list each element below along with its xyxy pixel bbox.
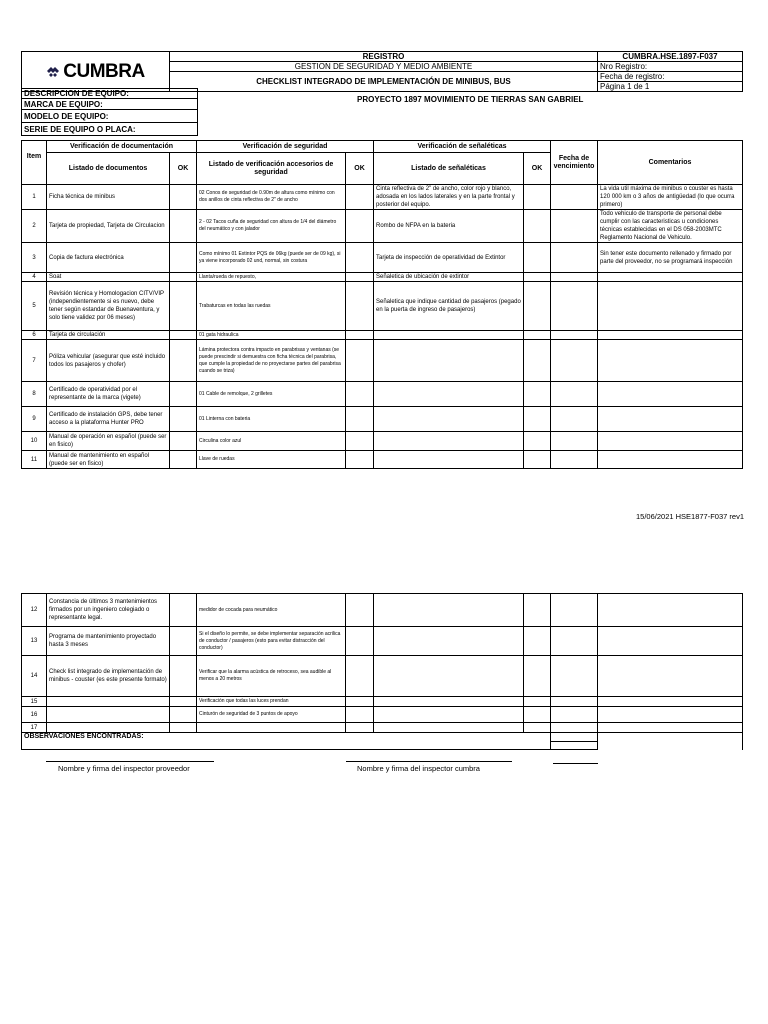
table-row xyxy=(22,627,743,656)
signage-item[interactable] xyxy=(374,697,524,707)
serie-label: SERIE DE EQUIPO O PLACA: xyxy=(22,123,198,136)
ok-senaleticas-cell[interactable] xyxy=(524,697,551,707)
ok-senaleticas-cell[interactable] xyxy=(524,656,551,697)
table-row xyxy=(22,594,743,627)
checklist-table-continued xyxy=(21,593,743,750)
signature-line-cumbra xyxy=(346,761,512,762)
document-item: Copia de factura electrónica xyxy=(47,243,170,273)
fecha-vencimiento-cell[interactable] xyxy=(551,432,598,451)
signage-item: Rombo de NFPA en la bateria xyxy=(374,210,524,243)
accessory-item: Verificar que la alarma acústica de retroceso, sea audible al menos a 20 metros xyxy=(197,656,346,697)
comment-cell[interactable] xyxy=(598,627,743,656)
ok-docs-cell[interactable] xyxy=(170,382,197,407)
fecha-vencimiento-cell[interactable] xyxy=(551,243,598,273)
document-item: Programa de mantenimiento proyectado hasta 3 meses xyxy=(47,627,170,656)
ok-accesorios-cell[interactable] xyxy=(346,273,374,282)
signage-item xyxy=(374,382,524,407)
ok-docs-cell[interactable] xyxy=(170,407,197,432)
document-item: Manual de operación en español (puede ser en fisico) xyxy=(47,432,170,451)
document-item: Certificado de instalación GPS, debe tener acceso a la plataforma Hunter PRO xyxy=(47,407,170,432)
signage-item: Tarjeta de inspección de operatividad de Extintor xyxy=(374,243,524,273)
logo xyxy=(22,52,170,92)
item-number: 14 xyxy=(22,656,47,697)
signature-line-proveedor xyxy=(46,761,214,762)
signage-item[interactable] xyxy=(374,707,524,723)
ok-docs-cell[interactable] xyxy=(170,273,197,282)
ok-accesorios-cell[interactable] xyxy=(346,594,374,627)
comment-cell[interactable] xyxy=(598,707,743,723)
accessory-item: Llanta/rueda de repuesto, xyxy=(197,273,346,282)
comment-cell[interactable] xyxy=(598,723,743,733)
accessory-item: 02 Conos de seguridad de 0.90m de altura como mínimo con dos anillos de cinta reflectiva de 2" de ancho xyxy=(197,185,346,210)
table-row xyxy=(22,210,743,243)
table-row xyxy=(22,282,743,331)
ok-senaleticas-cell[interactable] xyxy=(524,282,551,331)
fecha-vencimiento-cell[interactable] xyxy=(551,451,598,469)
item-number: 2 xyxy=(22,210,47,243)
col-listado-accesorios: Listado de verificación accesorios de seguridad xyxy=(197,153,346,185)
item-number: 9 xyxy=(22,407,47,432)
ok-docs-cell[interactable] xyxy=(170,627,197,656)
ok-docs-cell[interactable] xyxy=(170,432,197,451)
item-number: 4 xyxy=(22,273,47,282)
col-ok-accesorios: OK xyxy=(346,153,374,185)
accessory-item: medidor de cocada para neumático xyxy=(197,594,346,627)
col-listado-senaleticas: Listado de señaléticas xyxy=(374,153,524,185)
document-item: Tarjeta de circulación xyxy=(47,331,170,340)
ok-docs-cell[interactable] xyxy=(170,210,197,243)
signature-proveedor: Nombre y firma del inspector proveedor xyxy=(58,764,190,773)
ok-accesorios-cell[interactable] xyxy=(346,382,374,407)
modelo-label: MODELO DE EQUIPO: xyxy=(22,110,198,123)
group-seguridad: Verificación de seguridad xyxy=(197,141,374,153)
fecha-vencimiento-cell[interactable] xyxy=(551,282,598,331)
marca-label: MARCA DE EQUIPO: xyxy=(22,99,198,110)
fecha-vencimiento-cell[interactable] xyxy=(551,185,598,210)
document-item: Constancia de últimos 3 mantenimientos firmados por un ingeniero colegiado o representante legal. xyxy=(47,594,170,627)
table-row xyxy=(22,707,743,723)
comment-cell xyxy=(598,407,743,432)
ok-accesorios-cell[interactable] xyxy=(346,656,374,697)
ok-accesorios-cell[interactable] xyxy=(346,723,374,733)
accessory-item: Cinturón de seguridad de 3 puntos de apoyo xyxy=(197,707,346,723)
ok-senaleticas-cell[interactable] xyxy=(524,723,551,733)
table-row xyxy=(22,697,743,707)
ok-accesorios-cell[interactable] xyxy=(346,331,374,340)
col-ok-docs: OK xyxy=(170,153,197,185)
document-item: Check list integrado de implementación de minibus - couster (es este presente formato) xyxy=(47,656,170,697)
ok-docs-cell[interactable] xyxy=(170,331,197,340)
ok-senaleticas-cell[interactable] xyxy=(524,210,551,243)
fecha-vencimiento-cell[interactable] xyxy=(551,382,598,407)
comment-cell[interactable] xyxy=(598,656,743,697)
fecha-vencimiento-cell[interactable] xyxy=(551,331,598,340)
observaciones-label: OBSERVACIONES ENCONTRADAS: xyxy=(22,733,551,742)
item-number: 11 xyxy=(22,451,47,469)
registro-label: REGISTRO xyxy=(170,52,598,62)
signage-item: Señaletica que indique cantidad de pasajeros (pegado en la puerta de ingreso de pasajeros) xyxy=(374,282,524,331)
pagina: Página 1 de 1 xyxy=(598,82,743,92)
accessory-item: Circulina color azul xyxy=(197,432,346,451)
table-row xyxy=(22,331,743,340)
ok-accesorios-cell[interactable] xyxy=(346,340,374,382)
ok-senaleticas-cell[interactable] xyxy=(524,594,551,627)
ok-senaleticas-cell[interactable] xyxy=(524,707,551,723)
accessory-item: 2 - 02 Tacos cuña de seguridad con altura de 1/4 del diámetro del neumático y con jalador xyxy=(197,210,346,243)
cumbra-logo-icon xyxy=(46,65,60,79)
comment-cell: Sin tener este documento rellenado y firmado por parte del proveedor, no se programará inspección xyxy=(598,243,743,273)
signature-line-extra xyxy=(553,763,598,764)
ok-senaleticas-cell[interactable] xyxy=(524,340,551,382)
accessory-item: Como mínimo 01 Extintor PQS de 06kg (puede ser de 09 kg), si ya viene incorporado 02 und, normal, sin costura xyxy=(197,243,346,273)
ok-docs-cell[interactable] xyxy=(170,243,197,273)
item-number: 17 xyxy=(22,723,47,733)
accessory-item: 01 gata hidraulica xyxy=(197,331,346,340)
document-item xyxy=(47,707,170,723)
signage-item xyxy=(374,331,524,340)
comment-cell xyxy=(598,273,743,282)
document-item: Póliza vehicular (asegurar que esté incluido todos los pasajeros y chofer) xyxy=(47,340,170,382)
fecha-vencimiento-cell[interactable] xyxy=(551,340,598,382)
signage-item[interactable] xyxy=(374,723,524,733)
ok-senaleticas-cell[interactable] xyxy=(524,331,551,340)
item-number: 3 xyxy=(22,243,47,273)
table-row xyxy=(22,451,743,469)
table-row xyxy=(22,340,743,382)
ok-senaleticas-cell[interactable] xyxy=(524,451,551,469)
ok-senaleticas-cell[interactable] xyxy=(524,382,551,407)
fecha-vencimiento-cell[interactable] xyxy=(551,723,598,733)
ok-senaleticas-cell[interactable] xyxy=(524,273,551,282)
ok-accesorios-cell[interactable] xyxy=(346,451,374,469)
ok-docs-cell[interactable] xyxy=(170,185,197,210)
signage-item xyxy=(374,407,524,432)
comment-cell: La vida util máxima de minibus o couster es hasta 120 000 km o 3 años de antigüedad (lo que ocurra primero) xyxy=(598,185,743,210)
project-name: PROYECTO 1897 MOVIMIENTO DE TIERRAS SAN GABRIEL xyxy=(357,94,584,104)
document-item: Tarjeta de propiedad, Tarjeta de Circulacion xyxy=(47,210,170,243)
signature-cumbra: Nombre y firma del inspector cumbra xyxy=(357,764,480,773)
ok-senaleticas-cell[interactable] xyxy=(524,185,551,210)
fecha-vencimiento-cell[interactable] xyxy=(551,627,598,656)
col-listado-documentos: Listado de documentos xyxy=(47,153,170,185)
col-item: Item xyxy=(22,153,47,185)
ok-docs-cell[interactable] xyxy=(170,697,197,707)
footer-code: 15/06/2021 HSE1877-F037 rev1 xyxy=(636,512,744,521)
item-number: 5 xyxy=(22,282,47,331)
fecha-vencimiento-cell[interactable] xyxy=(551,697,598,707)
ok-accesorios-cell[interactable] xyxy=(346,243,374,273)
ok-accesorios-cell[interactable] xyxy=(346,185,374,210)
item-number: 1 xyxy=(22,185,47,210)
item-number: 16 xyxy=(22,707,47,723)
form-header xyxy=(21,51,743,92)
col-ok-senaleticas: OK xyxy=(524,153,551,185)
table-row xyxy=(22,185,743,210)
comment-cell xyxy=(598,331,743,340)
comment-cell[interactable] xyxy=(598,594,743,627)
accessory-item: Trabaturcas en todas las ruedas xyxy=(197,282,346,331)
fecha-vencimiento-cell[interactable] xyxy=(551,707,598,723)
item-number: 15 xyxy=(22,697,47,707)
signage-item[interactable] xyxy=(374,656,524,697)
ok-accesorios-cell[interactable] xyxy=(346,627,374,656)
fecha-vencimiento-cell[interactable] xyxy=(551,656,598,697)
item-number: 10 xyxy=(22,432,47,451)
comment-cell[interactable] xyxy=(598,697,743,707)
ok-docs-cell[interactable] xyxy=(170,656,197,697)
document-item: Soat xyxy=(47,273,170,282)
signage-item: Cinta reflectiva de 2" de ancho, color rojo y blanco, adosada en los lados laterales y en la parte frontal y posterior del equipo. xyxy=(374,185,524,210)
item-number: 8 xyxy=(22,382,47,407)
ok-accesorios-cell[interactable] xyxy=(346,707,374,723)
ok-accesorios-cell[interactable] xyxy=(346,697,374,707)
fecha-registro: Fecha de registro: xyxy=(598,72,743,82)
table-row xyxy=(22,407,743,432)
comment-cell xyxy=(598,282,743,331)
ok-docs-cell[interactable] xyxy=(170,707,197,723)
fecha-vencimiento-cell[interactable] xyxy=(551,407,598,432)
signage-item: Señaletica de ubicación de extintor xyxy=(374,273,524,282)
table-row xyxy=(22,382,743,407)
accessory-item: Verificación que todas las luces prendan xyxy=(197,697,346,707)
signage-item xyxy=(374,340,524,382)
comment-cell xyxy=(598,382,743,407)
ok-senaleticas-cell[interactable] xyxy=(524,407,551,432)
item-number: 7 xyxy=(22,340,47,382)
item-number: 6 xyxy=(22,331,47,340)
ok-docs-cell[interactable] xyxy=(170,594,197,627)
table-row xyxy=(22,723,743,733)
item-number: 13 xyxy=(22,627,47,656)
accessory-item: 01 Linterna con bateria xyxy=(197,407,346,432)
accessory-item xyxy=(197,723,346,733)
accessory-item: Si el diseño lo permite, se debe implementar separación acrilica de conductor / pasajeros (esto para evitar distracción del conductor) xyxy=(197,627,346,656)
comment-cell: Todo vehiculo de transporte de personal debe cumplir con las caracteristicas u condiciones técnicas establecidas en el DS 058-2003MTC Reglamento Nacional de Vehiculo. xyxy=(598,210,743,243)
document-item xyxy=(47,723,170,733)
company-name: CUMBRA xyxy=(63,60,145,82)
fecha-vencimiento-cell[interactable] xyxy=(551,210,598,243)
ok-accesorios-cell[interactable] xyxy=(346,432,374,451)
item-number: 12 xyxy=(22,594,47,627)
equipment-block xyxy=(21,88,743,136)
signage-item xyxy=(374,451,524,469)
ok-docs-cell[interactable] xyxy=(170,340,197,382)
fecha-vencimiento-cell[interactable] xyxy=(551,594,598,627)
descripcion-label: DESCRIPCION DE EQUIPO: xyxy=(22,89,198,99)
document-item xyxy=(47,697,170,707)
form-code: CUMBRA.HSE.1897-F037 xyxy=(598,52,743,62)
group-documentacion: Verificación de documentación xyxy=(47,141,197,153)
fecha-vencimiento-cell[interactable] xyxy=(551,273,598,282)
ok-accesorios-cell[interactable] xyxy=(346,407,374,432)
table-row xyxy=(22,273,743,282)
ok-senaleticas-cell[interactable] xyxy=(524,627,551,656)
table-row xyxy=(22,243,743,273)
document-item: Revisión técnica y Homologacion CITV/VIP (independientemente si es nuevo, debe tener según estandar de Buenaventura, y solo tiene validez por 06 meses) xyxy=(47,282,170,331)
comment-cell xyxy=(598,451,743,469)
accessory-item: Lámina protectora contra impacto en parabrisas y ventanas (se puede prescindir si demuestra con ficha técnica del parabrisa, que cumple la propiedad de no proyectarse partes del parabrisa cuando se triza) xyxy=(197,340,346,382)
accessory-item: 01 Cable de remolque, 2 grilletes xyxy=(197,382,346,407)
nro-registro: Nro Registro: xyxy=(598,62,743,72)
ok-accesorios-cell[interactable] xyxy=(346,210,374,243)
col-fecha-vencimiento: Fecha de vencimiento xyxy=(551,141,598,185)
group-senaleticas: Verificación de señaléticas xyxy=(374,141,551,153)
area-label: GESTION DE SEGURIDAD Y MEDIO AMBIENTE xyxy=(170,62,598,72)
form-title: CHECKLIST INTEGRADO DE IMPLEMENTACIÓN DE MINIBUS, BUS xyxy=(170,72,598,92)
table-row xyxy=(22,432,743,451)
signage-item[interactable] xyxy=(374,594,524,627)
signage-item xyxy=(374,432,524,451)
ok-senaleticas-cell[interactable] xyxy=(524,432,551,451)
table-row xyxy=(22,656,743,697)
document-item: Ficha técnica de minibus xyxy=(47,185,170,210)
signage-item[interactable] xyxy=(374,627,524,656)
ok-docs-cell[interactable] xyxy=(170,282,197,331)
ok-docs-cell[interactable] xyxy=(170,723,197,733)
col-comentarios: Comentarios xyxy=(598,141,743,185)
ok-docs-cell[interactable] xyxy=(170,451,197,469)
ok-senaleticas-cell[interactable] xyxy=(524,243,551,273)
ok-accesorios-cell[interactable] xyxy=(346,282,374,331)
document-item: Manual de mantenimiento en español (puede ser en fisico) xyxy=(47,451,170,469)
checklist-table xyxy=(21,140,743,469)
document-item: Certificado de operatividad por el representante de la marca (vigete) xyxy=(47,382,170,407)
comment-cell xyxy=(598,432,743,451)
accessory-item: Llave de ruedas xyxy=(197,451,346,469)
comment-cell xyxy=(598,340,743,382)
